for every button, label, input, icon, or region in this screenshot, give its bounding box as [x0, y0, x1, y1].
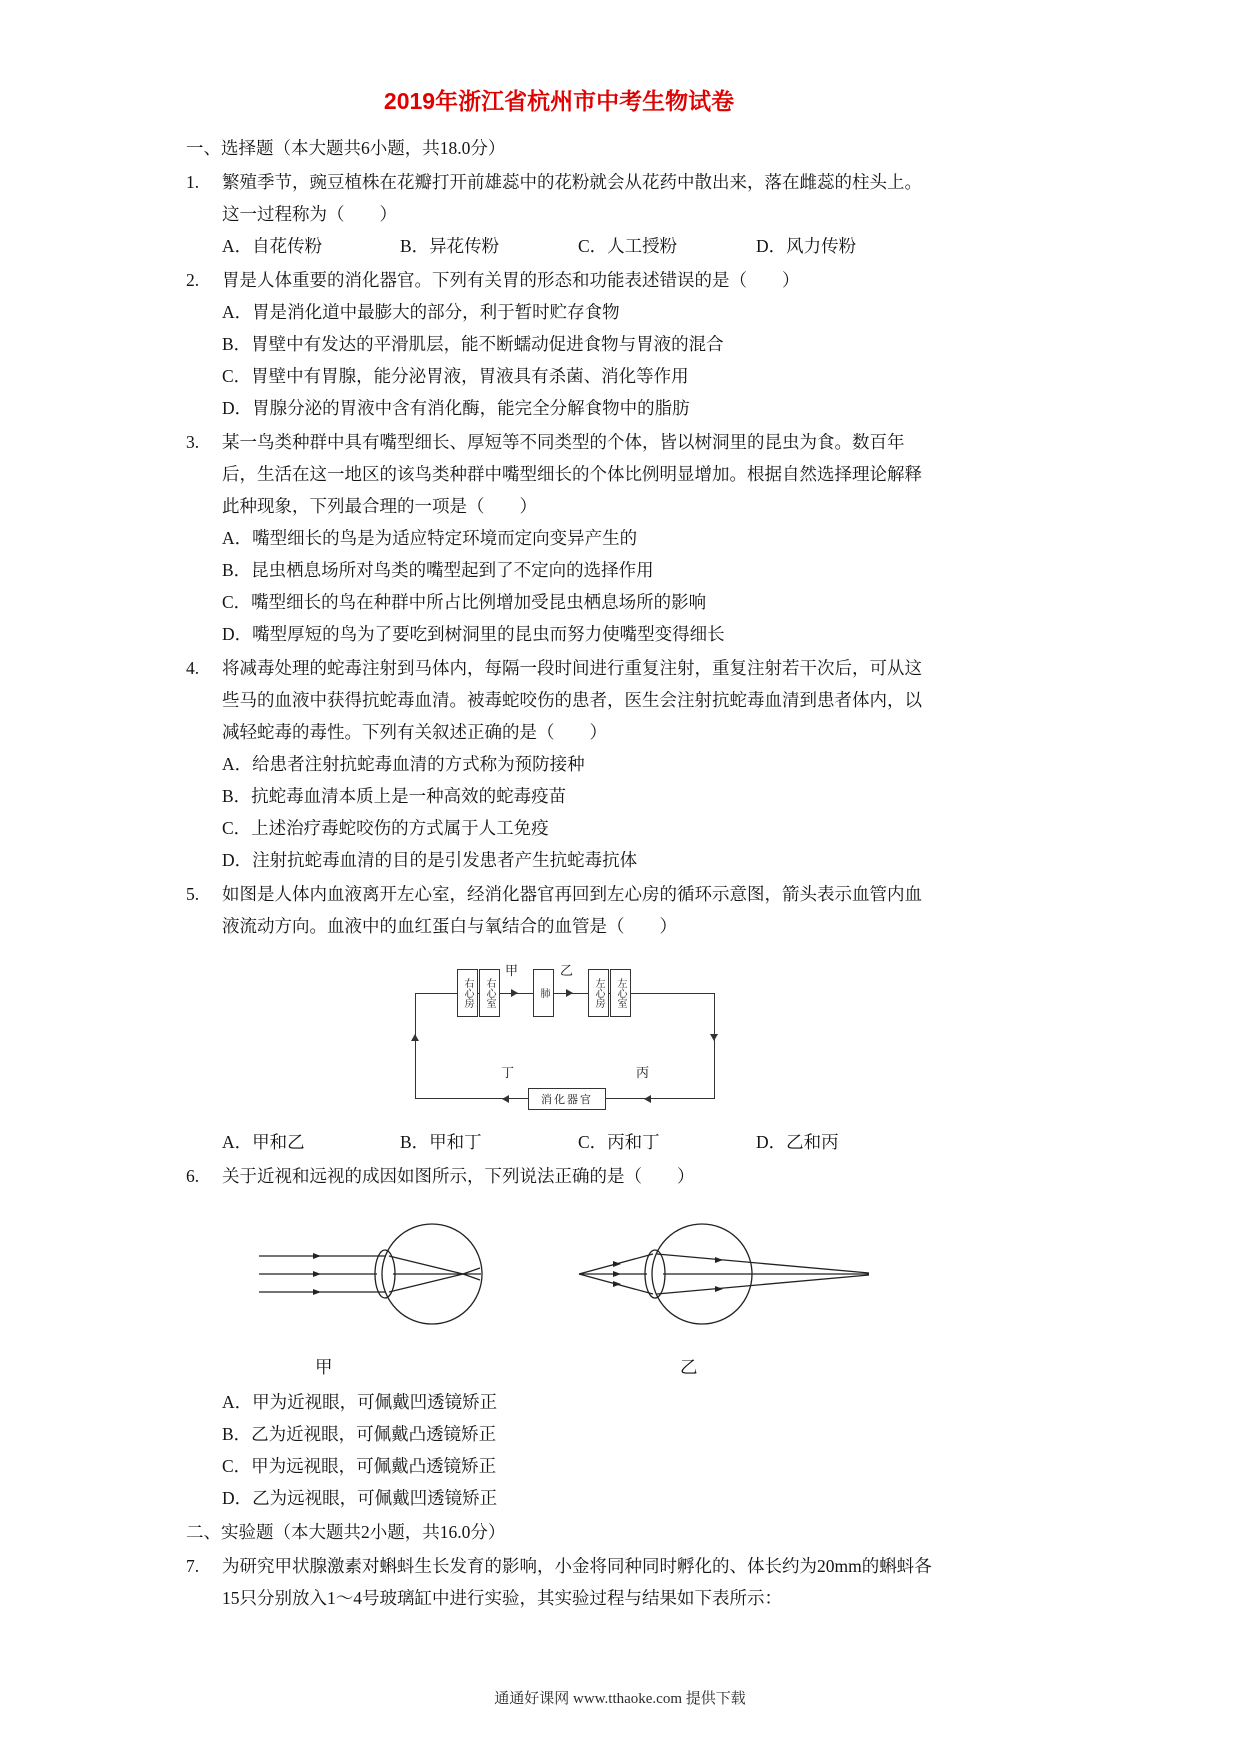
question-number: 6. — [186, 1166, 200, 1186]
option-a: A．给患者注射抗蛇毒血清的方式称为预防接种 — [222, 754, 585, 774]
question-4 — [186, 652, 932, 876]
question-body — [222, 878, 932, 1158]
question-stem: 将减毒处理的蛇毒注射到马体内，每隔一段时间进行重复注射，重复注射若干次后，可从这些马的血液中获得抗蛇毒血清。被毒蛇咬伤的患者，医生会注射抗蛇毒血清到患者体内，以减轻蛇毒的毒性。下列有关叙述正确的是（ ） — [222, 658, 922, 742]
box-left-atrium: 左心房 — [588, 969, 609, 1017]
arrow-left-icon — [644, 1095, 651, 1103]
question-body — [222, 1160, 932, 1514]
section-heading-choice: 一、选择题（本大题共6小题，共18.0分） — [186, 138, 506, 158]
question-stem: 繁殖季节，豌豆植株在花瓣打开前雄蕊中的花粉就会从花药中散出来，落在雌蕊的柱头上。这一过程称为（ ） — [222, 172, 922, 224]
q5-circulation-diagram — [405, 948, 727, 1120]
question-number: 1. — [186, 172, 200, 192]
label-jia: 甲 — [315, 1357, 333, 1377]
question-number: 2. — [186, 270, 200, 290]
label-yi: 乙 — [680, 1357, 698, 1377]
option-a: A．甲为近视眼，可佩戴凹透镜矫正 — [222, 1392, 498, 1412]
question-1 — [186, 166, 932, 262]
arrow-up-icon — [411, 1034, 419, 1041]
page-title: 2019年浙江省杭州市中考生物试卷 — [383, 88, 735, 114]
q6-diagram-labels — [222, 1352, 932, 1386]
label-yi: 乙 — [560, 963, 574, 978]
question-number: 5. — [186, 884, 200, 904]
option-c: C．上述治疗毒蛇咬伤的方式属于人工免疫 — [222, 818, 549, 838]
question-body — [222, 166, 932, 262]
option-b: B．昆虫栖息场所对鸟类的嘴型起到了不定向的选择作用 — [222, 560, 654, 580]
option-b: B．乙为近视眼，可佩戴凸透镜矫正 — [222, 1424, 497, 1444]
arrow-left-icon — [502, 1095, 509, 1103]
option-b: B．胃壁中有发达的平滑肌层，能不断蠕动促进食物与胃液的混合 — [222, 334, 724, 354]
box-left-ventricle: 左心室 — [610, 969, 631, 1017]
question-7 — [186, 1550, 932, 1614]
label-jia: 甲 — [505, 963, 519, 978]
page-footer: 通通好课网 www.tthaoke.com 提供下载 — [494, 1691, 746, 1707]
question-body — [222, 652, 932, 876]
question-stem: 胃是人体重要的消化器官。下列有关胃的形态和功能表述错误的是（ ） — [222, 270, 800, 290]
options-grid — [222, 1386, 932, 1514]
question-stem: 关于近视和远视的成因如图所示，下列说法正确的是（ ） — [222, 1166, 695, 1186]
q6-eye-diagram — [247, 1202, 907, 1352]
option-c: C．甲为远视眼，可佩戴凸透镜矫正 — [222, 1456, 497, 1476]
question-body — [222, 264, 932, 424]
section-heading-experiment: 二、实验题（本大题共2小题，共16.0分） — [186, 1522, 506, 1542]
option-a: A．嘴型细长的鸟是为适应特定环境而定向变异产生的 — [222, 528, 638, 548]
question-number: 7. — [186, 1556, 200, 1576]
arrow-right-icon — [511, 989, 518, 997]
option-a: A．甲和乙 — [222, 1132, 305, 1152]
box-right-ventricle: 右心室 — [479, 969, 500, 1017]
option-c: C．胃壁中有胃腺，能分泌胃液，胃液具有杀菌、消化等作用 — [222, 366, 689, 386]
question-number: 3. — [186, 432, 200, 452]
arrow-down-icon — [710, 1034, 718, 1041]
box-digestive-organs: 消化器官 — [528, 1088, 606, 1110]
question-number: 4. — [186, 658, 200, 678]
label-ding: 丁 — [501, 1065, 515, 1080]
option-b: B．甲和丁 — [400, 1132, 482, 1152]
question-3 — [186, 426, 932, 650]
option-a: A．自花传粉 — [222, 236, 323, 256]
box-right-atrium: 右心房 — [457, 969, 478, 1017]
option-b: B．抗蛇毒血清本质上是一种高效的蛇毒疫苗 — [222, 786, 567, 806]
option-a: A．胃是消化道中最膨大的部分，利于暂时贮存食物 — [222, 302, 620, 322]
question-2 — [186, 264, 932, 424]
question-body — [222, 1550, 932, 1614]
question-stem: 如图是人体内血液离开左心室，经消化器官再回到左心房的循环示意图，箭头表示血管内血液流动方向。血液中的血红蛋白与氧结合的血管是（ ） — [222, 884, 922, 936]
question-6 — [186, 1160, 932, 1514]
question-stem: 某一鸟类种群中具有嘴型细长、厚短等不同类型的个体，皆以树洞里的昆虫为食。数百年后，生活在这一地区的该鸟类种群中嘴型细长的个体比例明显增加。根据自然选择理论解释此种现象，下列最合理的一项是（ ） — [222, 432, 922, 516]
option-c: C．丙和丁 — [578, 1132, 660, 1152]
option-d: D．嘴型厚短的鸟为了要吃到树洞里的昆虫而努力使嘴型变得细长 — [222, 624, 725, 644]
option-d: D．胃腺分泌的胃液中含有消化酶，能完全分解食物中的脂肪 — [222, 398, 690, 418]
question-stem: 为研究甲状腺激素对蝌蚪生长发育的影响，小金将同种同时孵化的、体长约为20mm的蝌蚪各15只分别放入1～4号玻璃缸中进行实验，其实验过程与结果如下表所示： — [222, 1556, 932, 1608]
option-c: C．人工授粉 — [578, 236, 678, 256]
option-d: D．乙和丙 — [756, 1132, 839, 1152]
options-row — [222, 230, 932, 262]
options-row — [222, 1126, 932, 1158]
option-c: C．嘴型细长的鸟在种群中所占比例增加受昆虫栖息场所的影响 — [222, 592, 707, 612]
question-body — [222, 426, 932, 650]
arrow-right-icon — [566, 989, 573, 997]
option-d: D．注射抗蛇毒血清的目的是引发患者产生抗蛇毒抗体 — [222, 850, 638, 870]
label-bing: 丙 — [636, 1065, 650, 1080]
box-lung: 肺 — [533, 969, 554, 1017]
option-b: B．异花传粉 — [400, 236, 500, 256]
option-d: D．乙为远视眼，可佩戴凹透镜矫正 — [222, 1488, 498, 1508]
option-d: D．风力传粉 — [756, 236, 857, 256]
question-5 — [186, 878, 932, 1158]
